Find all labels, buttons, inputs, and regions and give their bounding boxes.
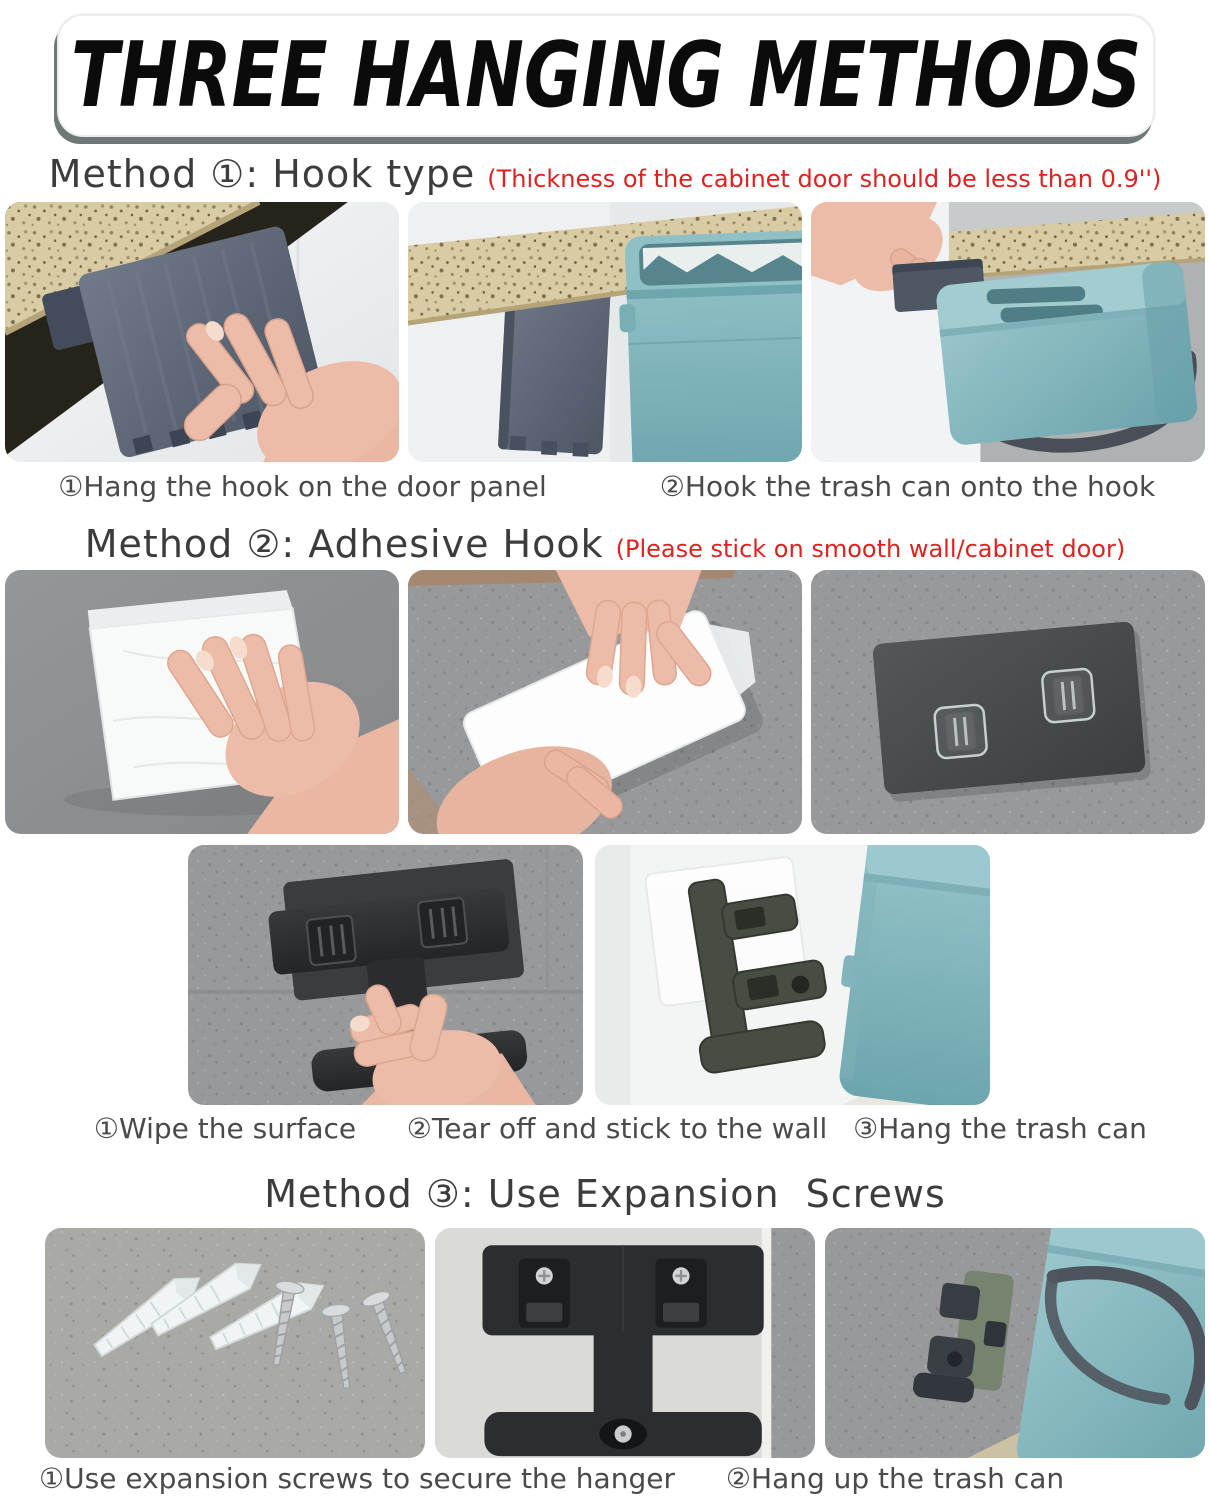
- hook-hanging-image: [408, 202, 802, 462]
- photo-wipe-the-surface: [5, 570, 399, 834]
- method-1-note: (Thickness of the cabinet door should be less than 0.9''): [487, 165, 1162, 193]
- photo-hook-trash-can-onto-hook: [811, 202, 1205, 462]
- method-3-heading: [0, 1172, 1210, 1216]
- method-2-title: Method ②: Adhesive Hook: [84, 522, 604, 566]
- hanger-screwed-image: [435, 1228, 815, 1458]
- caption-wipe-surface: ①Wipe the surface: [93, 1112, 357, 1145]
- method-1-captions: [0, 470, 1210, 503]
- method-1-heading: [0, 152, 1210, 196]
- photo-expansion-screws-and-anchors: [45, 1228, 425, 1458]
- adhesive-plate-image: [811, 570, 1205, 834]
- photo-hook-hanging-beside-trash-can: [408, 202, 802, 462]
- method-2-photo-row-a: [5, 570, 1205, 834]
- photo-press-hanger-onto-adhesive: [188, 845, 583, 1105]
- can-hung-image: [825, 1228, 1205, 1458]
- method-2-note: (Please stick on smooth wall/cabinet door): [615, 535, 1126, 563]
- method-3-photo-row: [45, 1228, 1205, 1458]
- photo-hanger-secured-with-screws: [435, 1228, 815, 1458]
- hook-can-image: [811, 202, 1205, 462]
- page-title: THREE HANGING METHODS: [70, 22, 1142, 128]
- wipe-surface-image: [5, 570, 399, 834]
- press-hanger-image: [188, 845, 583, 1105]
- method-1-title: Method ①: Hook type: [48, 152, 476, 196]
- hang-hook-on-door-image: [5, 202, 399, 462]
- title-banner: [57, 14, 1155, 137]
- tear-off-image: [408, 570, 802, 834]
- photo-trash-can-hung-on-hanger: [825, 1228, 1205, 1458]
- method-2-photo-row-b: [188, 845, 990, 1105]
- caption-hook-can: ②Hook the trash can onto the hook: [659, 470, 1156, 503]
- caption-hang-can: ③Hang the trash can: [853, 1112, 1147, 1145]
- hanger-side-view-image: [595, 845, 990, 1105]
- photo-adhesive-plate-on-wall: [811, 570, 1205, 834]
- method-3-title: Method ③: Use Expansion Screws: [264, 1172, 946, 1216]
- photo-hanger-side-view-with-can: [595, 845, 990, 1105]
- method-1-photo-row: [5, 202, 1205, 462]
- caption-hang-hook: ①Hang the hook on the door panel: [58, 470, 547, 503]
- photo-hang-hook-on-door-panel: [5, 202, 399, 462]
- photo-tear-off-backing-film: [408, 570, 802, 834]
- caption-tear-off: ②Tear off and stick to the wall: [406, 1112, 828, 1145]
- method-2-heading: [0, 522, 1210, 566]
- caption-hang-up-can: ②Hang up the trash can: [725, 1462, 1065, 1495]
- screws-anchors-image: [45, 1228, 425, 1458]
- caption-use-expansion-screws: ①Use expansion screws to secure the hanger: [39, 1462, 675, 1495]
